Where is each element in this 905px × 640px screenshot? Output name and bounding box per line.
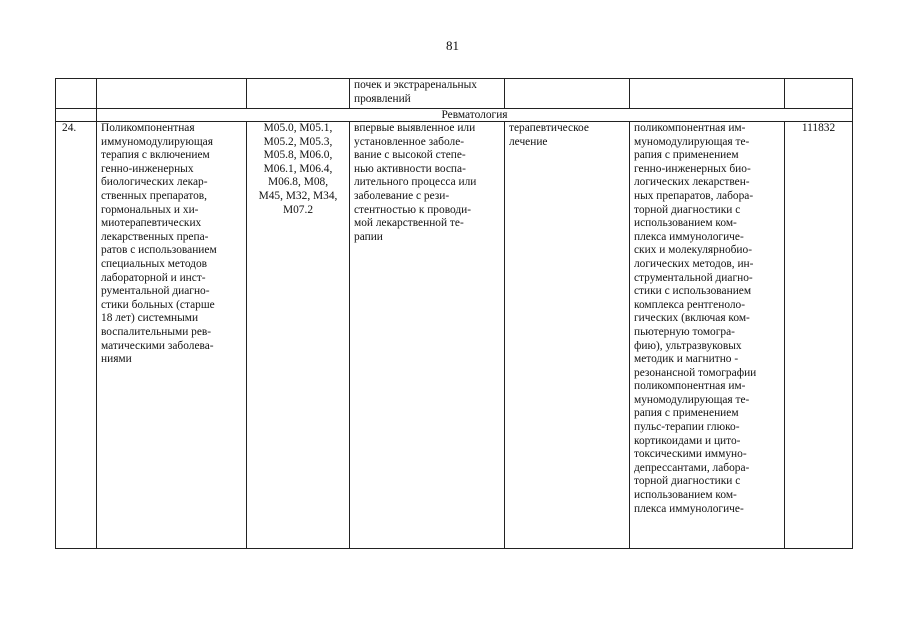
section-cell-number (56, 109, 97, 122)
medical-services-table (55, 78, 853, 549)
cont-cell-model (350, 79, 505, 109)
row-treatment-cell (505, 122, 630, 549)
section-row (56, 109, 853, 122)
cont-cell-codes (247, 79, 350, 109)
cont-cell-treatment (505, 79, 630, 109)
row-number: 24. (56, 122, 97, 549)
treatment-method: поликомпонентная им- муномодулирующая те- рапия с применением генно-инженерных био- логических лекарствен- ных препаратов, лабора- торной диагностики с использованием ком- плекса иммунологиче- ских и молекулярнобио- логических методов, ин- струментальной диагно- стики с использованием комплекса рентгеноло- гических (включая ком- пьютерную томогра- фию), ультразвуковых методик и магнитно - резонансной томографии поликомпонентная им- муномодулирующая те- рапия с применением пульс-терапии глюко- кортикоидами и цито- токсическими иммуно- депрессантами, лабора- торной диагностики с использованием ком- плекса иммунологиче- (634, 122, 757, 515)
page-number: 81 (446, 38, 459, 53)
table-row (56, 122, 853, 549)
row-model-cell (350, 122, 505, 549)
row-price-cell (785, 122, 853, 549)
treatment-type: терапевтическое лечение (509, 122, 589, 148)
price-value: 111832 (801, 122, 836, 134)
cont-cell-number (56, 79, 97, 109)
row-method-cell (630, 122, 785, 549)
service-name: Поликомпонентная иммуномодулирующая терапия с включением генно-инженерных биологических лекар- ственных препаратов, гормональных и хи- миотерапевтических лекарственных препа- ратов с использованием специальных методов лабораторной и инст- рументальной диагно- стики больных (старше 18 лет) системными воспалительными рев- матическими заболева- ниями (101, 122, 217, 366)
row-codes-cell (247, 122, 350, 549)
cont-cell-name (97, 79, 247, 109)
patient-model: впервые выявленное или установленное заболе- вание с высокой степе- нью активности воспа- лительного процесса или заболевание с рези- стентностью к проводи- мой лекарственной те- рапии (354, 122, 477, 243)
cont-cell-price (785, 79, 853, 109)
cont-cell-method (630, 79, 785, 109)
continuation-text: почек и экстраренальных проявлений (354, 79, 477, 105)
row-name-cell (97, 122, 247, 549)
diagnosis-codes: М05.0, М05.1, М05.2, М05.3, М05.8, М06.0, М06.1, М06.4, М06.8, М08, М45, М32, М34, М07.2 (258, 122, 338, 216)
continuation-row (56, 79, 853, 109)
section-title: Ревматология (97, 109, 853, 122)
